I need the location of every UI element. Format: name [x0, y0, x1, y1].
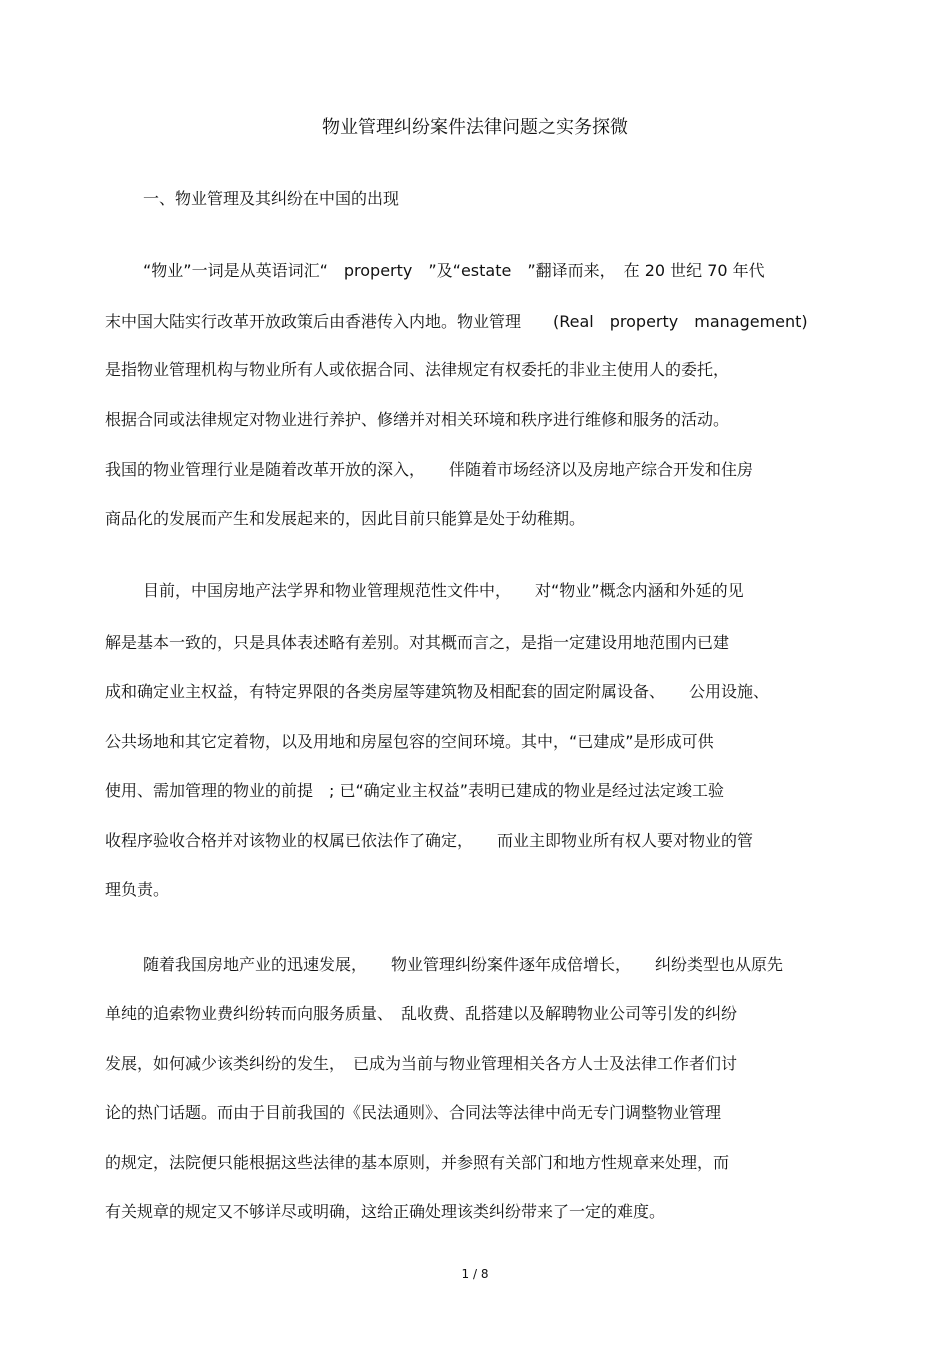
paragraph-3-line-2: 单纯的追索物业费纠纷转而向服务质量、 乱收费、乱搭建以及解聘物业公司等引发的纠纷: [105, 1004, 738, 1023]
paragraph-3-line-1: 随着我国房地产业的迅速发展， 物业管理纠纷案件逐年成倍增长， 纠纷类型也从原先: [143, 955, 784, 974]
paragraph-2-line-2: 解是基本一致的，只是具体表述略有差别。对其概而言之，是指一定建设用地范围内已建: [105, 633, 730, 652]
paragraph-1-line-2: 末中国大陆实行改革开放政策后由香港传入内地。物业管理 (Real property management): [105, 312, 808, 331]
paragraph-1-line-4: 根据合同或法律规定对物业进行养护、修缮并对相关环境和秩序进行维修和服务的活动。: [105, 410, 730, 429]
page-number: 1 / 8: [461, 1267, 489, 1281]
paragraph-2-line-5: 使用、需加管理的物业的前提 ; 已“确定业主权益”表明已建成的物业是经过法定竣工验: [105, 781, 725, 800]
paragraph-2-line-4: 公共场地和其它定着物，以及用地和房屋包容的空间环境。其中，“已建成”是形成可供: [105, 732, 714, 751]
paragraph-2-line-1: 目前，中国房地产法学界和物业管理规范性文件中， 对“物业”概念内涵和外延的见: [143, 581, 744, 600]
paragraph-1-line-5: 我国的物业管理行业是随着改革开放的深入， 伴随着市场经济以及房地产综合开发和住房: [105, 460, 754, 479]
paragraph-2-line-7: 理负责。: [105, 880, 170, 899]
paragraph-1-line-6: 商品化的发展而产生和发展起来的，因此目前只能算是处于幼稚期。: [105, 509, 586, 528]
paragraph-3-line-5: 的规定，法院便只能根据这些法律的基本原则，并参照有关部门和地方性规章来处理，而: [105, 1153, 730, 1172]
paragraph-1-line-3: 是指物业管理机构与物业所有人或依据合同、法律规定有权委托的非业主使用人的委托，: [105, 360, 730, 379]
paragraph-3-line-4: 论的热门话题。而由于目前我国的《民法通则》、合同法等法律中尚无专门调整物业管理: [105, 1103, 722, 1122]
paragraph-3-line-3: 发展，如何减少该类纠纷的发生， 已成为当前与物业管理相关各方人士及法律工作者们讨: [105, 1054, 738, 1073]
section-heading: 一、物业管理及其纠纷在中国的出现: [143, 189, 400, 208]
paragraph-2-line-6: 收程序验收合格并对该物业的权属已依法作了确定， 而业主即物业所有权人要对物业的管: [105, 831, 754, 850]
paragraph-3-line-6: 有关规章的规定又不够详尽或明确，这给正确处理该类纠纷带来了一定的难度。: [105, 1202, 666, 1221]
paragraph-2-line-3: 成和确定业主权益，有特定界限的各类房屋等建筑物及相配套的固定附属设备、 公用设施、: [105, 682, 770, 701]
document-title: 物业管理纠纷案件法律问题之实务探微: [322, 117, 628, 138]
paragraph-1-line-1: “物业”一词是从英语词汇“ property ”及“estate ”翻译而来， 在 20 世纪 70 年代: [143, 261, 765, 280]
